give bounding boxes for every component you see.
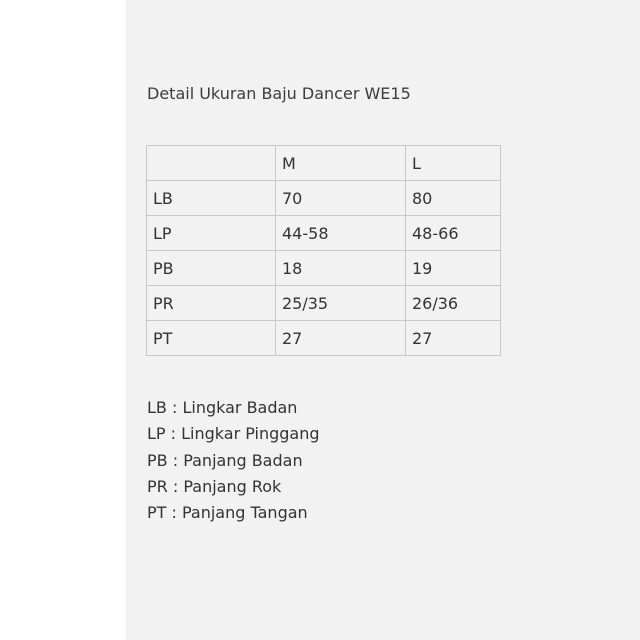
table-row [147, 286, 501, 321]
table-header-cell-size-m: M [276, 146, 406, 181]
table-row [147, 181, 501, 216]
size-m-value-cell: 44-58 [276, 216, 406, 251]
row-label-cell: LP [147, 216, 276, 251]
size-m-value-cell: 70 [276, 181, 406, 216]
legend-item: PB : Panjang Badan [147, 450, 303, 470]
page-title: Detail Ukuran Baju Dancer WE15 [147, 84, 411, 103]
table-row [147, 321, 501, 356]
size-l-value-cell: 19 [406, 251, 501, 286]
size-l-value-cell: 27 [406, 321, 501, 356]
legend-item: PT : Panjang Tangan [147, 503, 308, 523]
size-chart-table [146, 145, 501, 356]
table-row [147, 251, 501, 286]
row-label-cell: PR [147, 286, 276, 321]
table-header-row [147, 146, 501, 181]
size-m-value-cell: 27 [276, 321, 406, 356]
row-label-cell: PB [147, 251, 276, 286]
size-m-value-cell: 25/35 [276, 286, 406, 321]
legend-item: LB : Lingkar Badan [147, 398, 298, 417]
table-header-cell [147, 146, 276, 181]
legend-item: PR : Panjang Rok [147, 476, 282, 496]
table-header-cell-size-l: L [406, 146, 501, 181]
size-l-value-cell: 48-66 [406, 216, 501, 251]
table-row [147, 216, 501, 251]
row-label-cell: LB [147, 181, 276, 216]
size-l-value-cell: 80 [406, 181, 501, 216]
legend-item: LP : Lingkar Pinggang [147, 424, 320, 444]
size-l-value-cell: 26/36 [406, 286, 501, 321]
row-label-cell: PT [147, 321, 276, 356]
abbreviation-legend [147, 398, 320, 529]
size-m-value-cell: 18 [276, 251, 406, 286]
